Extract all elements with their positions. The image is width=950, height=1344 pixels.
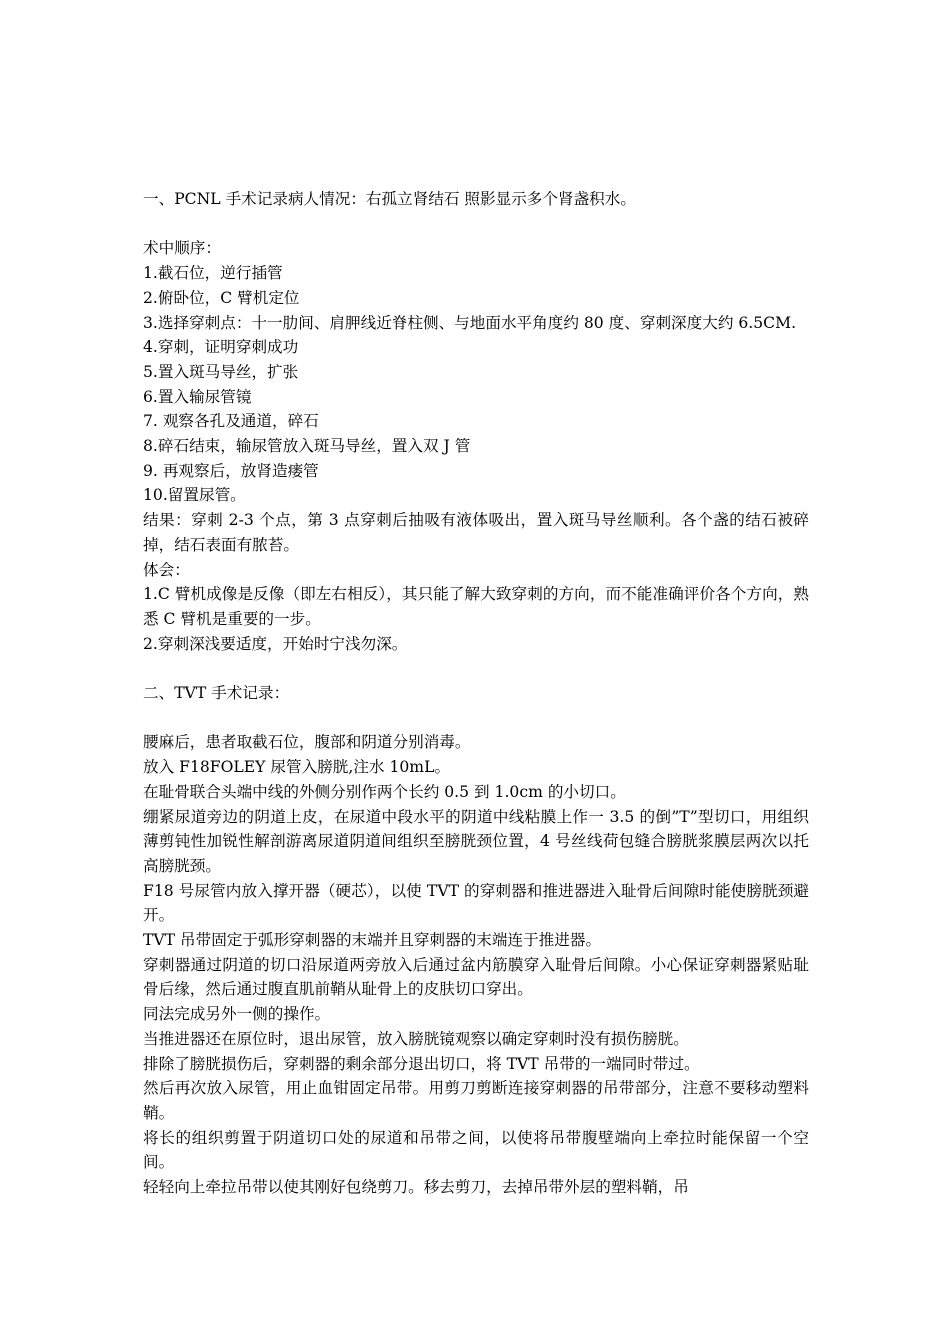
blank-line — [143, 212, 809, 237]
step-item: 7. 观察各孔及通道，碎石 — [143, 412, 319, 431]
procedure-paragraph: 穿刺器通过阴道的切口沿尿道两旁放入后通过盆内筋膜穿入耻骨后间隙。小心保证穿刺器紧贴耻骨后缘，然后通过腹直肌前鞘从耻骨上的皮肤切口穿出。 — [143, 955, 809, 999]
procedure-paragraph: F18 号尿管内放入撑开器（硬芯），以使 TVT 的穿刺器和推进器进入耻骨后间隙时能使膀胱颈避开。 — [143, 881, 809, 925]
step-item: 8.碎石结束，输尿管放入斑马导丝，置入双 J 管 — [143, 437, 471, 456]
step-item: 1.截石位，逆行插管 — [143, 264, 283, 283]
experience-item: 2.穿刺深浅要适度，开始时宁浅勿深。 — [143, 634, 408, 653]
procedure-paragraph: 排除了膀胱损伤后，穿刺器的剩余部分退出切口，将 TVT 吊带的一端同时带过。 — [143, 1054, 700, 1073]
experience-heading: 体会： — [143, 560, 190, 579]
procedure-paragraph: 然后再次放入尿管，用止血钳固定吊带。用剪刀剪断连接穿刺器的吊带部分，注意不要移动塑料鞘。 — [143, 1079, 809, 1122]
procedure-paragraph: 腰麻后，患者取截石位，腹部和阴道分别消毒。 — [143, 733, 471, 752]
procedure-paragraph: 放入 F18FOLEY 尿管入膀胱,注水 10mL。 — [143, 758, 451, 777]
step-item: 3.选择穿刺点：十一肋间、肩胛线近脊柱侧、与地面水平角度约 80 度、穿刺深度大约 6.5CM. — [143, 313, 797, 332]
result-paragraph: 结果：穿刺 2-3 个点，第 3 点穿刺后抽吸有液体吸出，置入斑马导丝顺利。各个盏的结石被碎掉，结石表面有脓苔。 — [143, 511, 809, 554]
document-page — [143, 187, 809, 1200]
procedure-paragraph: 将长的组织剪置于阴道切口处的尿道和吊带之间，以使将吊带腹壁端向上牵拉时能保留一个空间。 — [143, 1128, 809, 1172]
step-item: 5.置入斑马导丝，扩张 — [143, 362, 299, 381]
section2-title: 二、TVT 手术记录： — [143, 684, 290, 703]
order-heading: 术中顺序： — [143, 239, 221, 258]
step-item: 6.置入输尿管镜 — [143, 387, 252, 406]
procedure-paragraph: 同法完成另外一侧的操作。 — [143, 1005, 331, 1024]
procedure-paragraph: 当推进器还在原位时，退出尿管，放入膀胱镜观察以确定穿刺时没有损伤膀胱。 — [143, 1029, 689, 1048]
section1-title: 一、PCNL 手术记录病人情况：右孤立肾结石 照影显示多个肾盏积水。 — [143, 190, 636, 208]
procedure-paragraph: 在耻骨联合头端中线的外侧分别作两个长约 0.5 到 1.0cm 的小切口。 — [143, 782, 626, 801]
step-item: 4.穿刺，证明穿刺成功 — [143, 338, 299, 357]
step-item: 10.留置尿管。 — [143, 486, 246, 505]
step-item: 2.俯卧位，C 臂机定位 — [143, 288, 300, 307]
procedure-paragraph: TVT 吊带固定于弧形穿刺器的末端并且穿刺器的末端连于推进器。 — [143, 931, 602, 950]
blank-line — [143, 656, 809, 681]
step-item: 9. 再观察后，放肾造瘘管 — [143, 461, 319, 480]
experience-item: 1.C 臂机成像是反像（即左右相反），其只能了解大致穿刺的方向，而不能准确评价各个方向，熟悉 C 臂机是重要的一步。 — [143, 585, 809, 628]
blank-line — [143, 706, 809, 731]
procedure-paragraph: 轻轻向上牵拉吊带以使其刚好包绕剪刀。移去剪刀，去掉吊带外层的塑料鞘，吊 — [143, 1178, 689, 1197]
procedure-paragraph: 绷紧尿道旁边的阴道上皮，在尿道中段水平的阴道中线粘膜上作一 3.5 的倒”T”型切口，用组织薄剪钝性加锐性解剖游离尿道阴道间组织至膀胱颈位置，4 号丝线荷包缝合膀胱浆膜层两次以托高膀胱颈。 — [143, 807, 809, 875]
